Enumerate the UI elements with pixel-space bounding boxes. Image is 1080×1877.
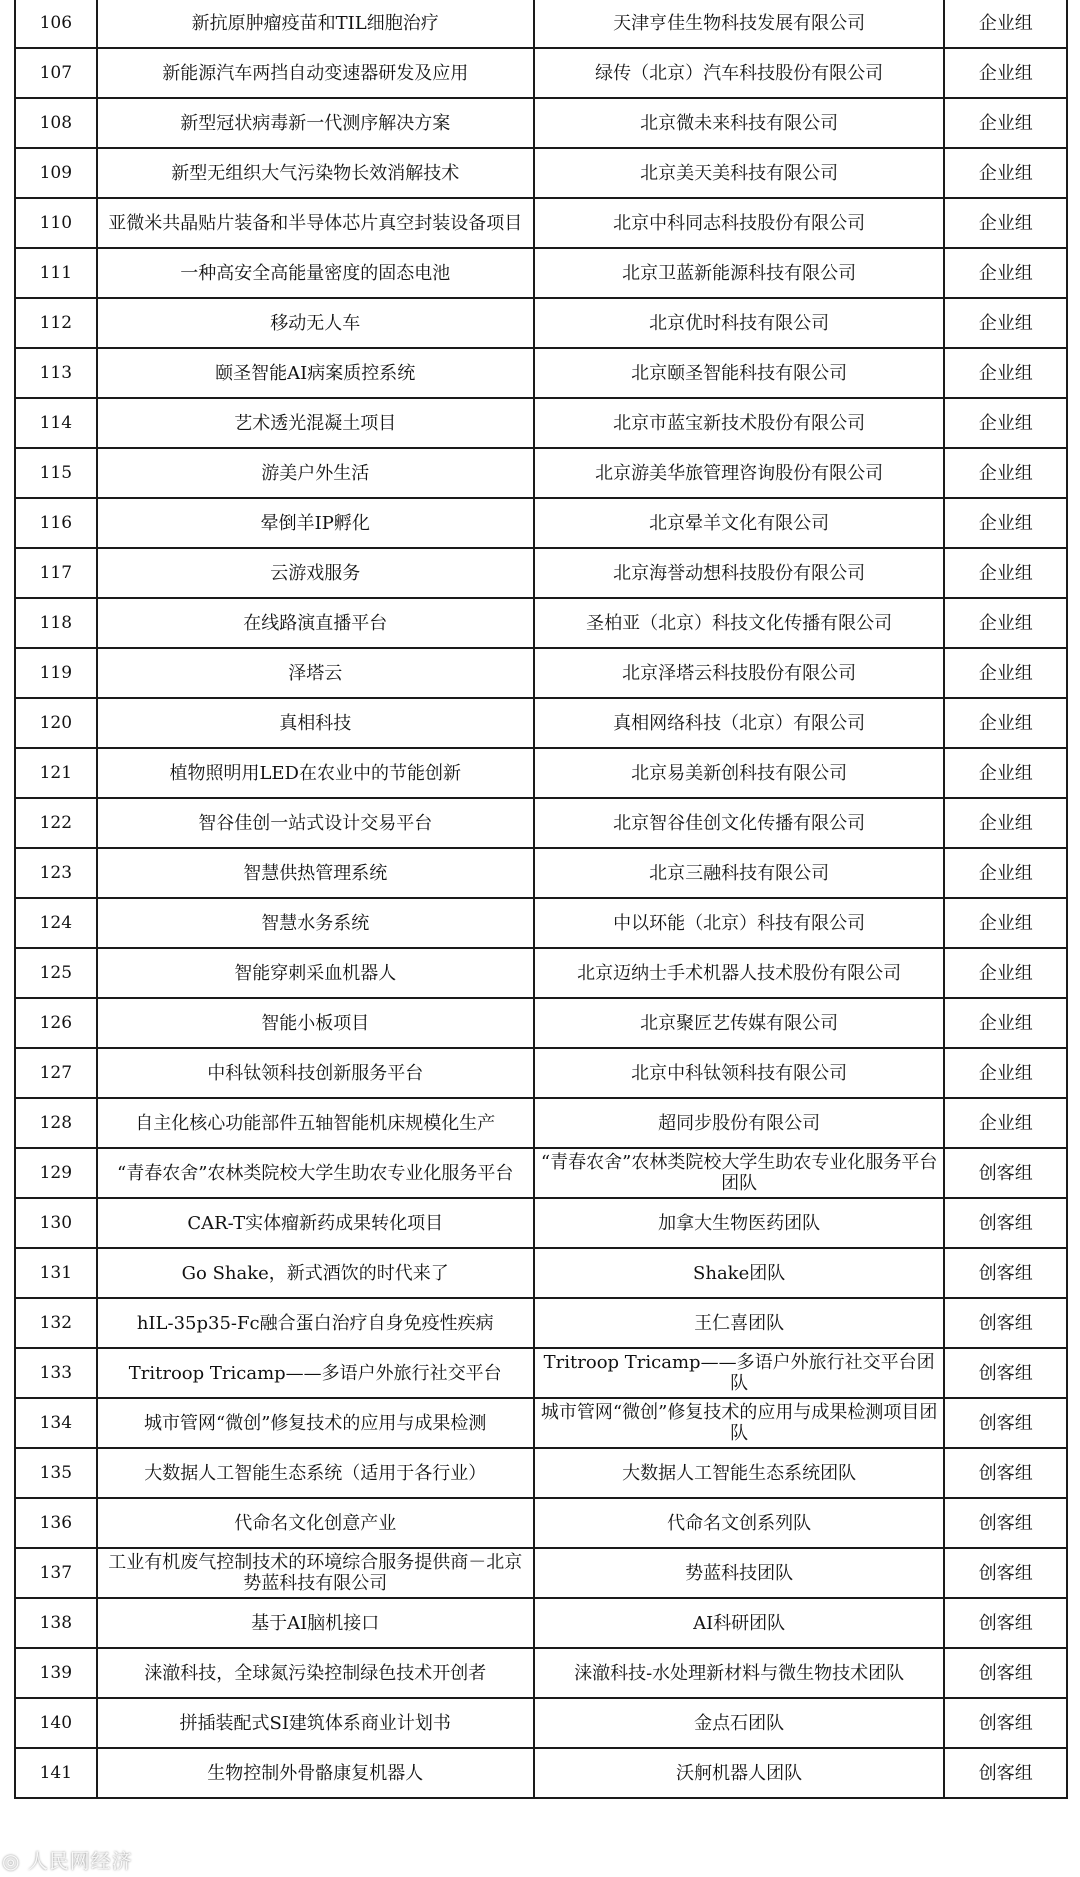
group-cell: 企业组: [944, 698, 1067, 748]
organization-cell: 势蓝科技团队: [534, 1548, 945, 1598]
organization-cell: 北京聚匠艺传媒有限公司: [534, 998, 945, 1048]
group-cell: 企业组: [944, 1098, 1067, 1148]
project-name-cell: 拼插装配式SI建筑体系商业计划书: [97, 1698, 534, 1748]
table-row: [15, 1698, 1067, 1748]
organization-cell: 天津亨佳生物科技发展有限公司: [534, 0, 945, 48]
organization-cell: 金点石团队: [534, 1698, 945, 1748]
project-name-cell: Tritroop Tricamp——多语户外旅行社交平台: [97, 1348, 534, 1398]
group-cell: 创客组: [944, 1298, 1067, 1348]
row-number-cell: 120: [15, 698, 97, 748]
project-name-cell: 一种高安全高能量密度的固态电池: [97, 248, 534, 298]
row-number-cell: 141: [15, 1748, 97, 1798]
row-number-cell: 109: [15, 148, 97, 198]
table-row: [15, 48, 1067, 98]
table-row: [15, 1298, 1067, 1348]
project-name-cell: CAR-T实体瘤新药成果转化项目: [97, 1198, 534, 1248]
organization-cell: 北京海誉动想科技股份有限公司: [534, 548, 945, 598]
table-row: [15, 98, 1067, 148]
group-cell: 企业组: [944, 648, 1067, 698]
project-name-cell: 基于AI脑机接口: [97, 1598, 534, 1648]
organization-cell: AI科研团队: [534, 1598, 945, 1648]
project-name-cell: 艺术透光混凝土项目: [97, 398, 534, 448]
table-row: [15, 948, 1067, 998]
table-row: [15, 1198, 1067, 1248]
table-row: [15, 1498, 1067, 1548]
table-row: [15, 798, 1067, 848]
row-number-cell: 135: [15, 1448, 97, 1498]
organization-cell: 圣柏亚（北京）科技文化传播有限公司: [534, 598, 945, 648]
group-cell: 企业组: [944, 0, 1067, 48]
group-cell: 企业组: [944, 798, 1067, 848]
row-number-cell: 126: [15, 998, 97, 1048]
project-name-cell: 涞澈科技，全球氮污染控制绿色技术开创者: [97, 1648, 534, 1698]
table-row: [15, 198, 1067, 248]
organization-cell: 北京优时科技有限公司: [534, 298, 945, 348]
row-number-cell: 107: [15, 48, 97, 98]
group-cell: 企业组: [944, 198, 1067, 248]
organization-cell: 北京迈纳士手术机器人技术股份有限公司: [534, 948, 945, 998]
table-body: [15, 0, 1067, 1798]
group-cell: 创客组: [944, 1398, 1067, 1448]
project-name-cell: 智慧水务系统: [97, 898, 534, 948]
row-number-cell: 114: [15, 398, 97, 448]
table-row: [15, 248, 1067, 298]
group-cell: 企业组: [944, 848, 1067, 898]
project-name-cell: 亚微米共晶贴片装备和半导体芯片真空封装设备项目: [97, 198, 534, 248]
project-name-cell: 生物控制外骨骼康复机器人: [97, 1748, 534, 1798]
row-number-cell: 133: [15, 1348, 97, 1398]
group-cell: 创客组: [944, 1148, 1067, 1198]
group-cell: 企业组: [944, 48, 1067, 98]
row-number-cell: 112: [15, 298, 97, 348]
row-number-cell: 118: [15, 598, 97, 648]
table-row: [15, 548, 1067, 598]
group-cell: 企业组: [944, 398, 1067, 448]
project-name-cell: 智能小板项目: [97, 998, 534, 1048]
watermark-logo: ◎ 人民网经济: [2, 1849, 133, 1873]
table-row: [15, 1548, 1067, 1598]
table-row: [15, 148, 1067, 198]
row-number-cell: 128: [15, 1098, 97, 1148]
table-row: [15, 998, 1067, 1048]
organization-cell: 加拿大生物医药团队: [534, 1198, 945, 1248]
project-name-cell: 智能穿刺采血机器人: [97, 948, 534, 998]
project-name-cell: 颐圣智能AI病案质控系统: [97, 348, 534, 398]
table-row: [15, 448, 1067, 498]
table-row: [15, 1448, 1067, 1498]
project-name-cell: hIL-35p35-Fc融合蛋白治疗自身免疫性疾病: [97, 1298, 534, 1348]
organization-cell: “青春农舍”农林类院校大学生助农专业化服务平台团队: [534, 1148, 945, 1198]
table-row: [15, 348, 1067, 398]
award-list-table: [14, 0, 1068, 1799]
group-cell: 创客组: [944, 1698, 1067, 1748]
table-row: [15, 698, 1067, 748]
group-cell: 企业组: [944, 898, 1067, 948]
group-cell: 创客组: [944, 1748, 1067, 1798]
project-name-cell: 新型冠状病毒新一代测序解决方案: [97, 98, 534, 148]
group-cell: 创客组: [944, 1598, 1067, 1648]
table-row: [15, 1248, 1067, 1298]
group-cell: 企业组: [944, 1048, 1067, 1098]
project-name-cell: 新能源汽车两挡自动变速器研发及应用: [97, 48, 534, 98]
row-number-cell: 119: [15, 648, 97, 698]
table-row: [15, 1748, 1067, 1798]
project-name-cell: 真相科技: [97, 698, 534, 748]
organization-cell: 北京颐圣智能科技有限公司: [534, 348, 945, 398]
project-name-cell: 云游戏服务: [97, 548, 534, 598]
organization-cell: Tritroop Tricamp——多语户外旅行社交平台团队: [534, 1348, 945, 1398]
row-number-cell: 129: [15, 1148, 97, 1198]
project-name-cell: 新型无组织大气污染物长效消解技术: [97, 148, 534, 198]
table-row: [15, 898, 1067, 948]
table-row: [15, 648, 1067, 698]
row-number-cell: 111: [15, 248, 97, 298]
project-name-cell: Go Shake，新式酒饮的时代来了: [97, 1248, 534, 1298]
table-row: [15, 1048, 1067, 1098]
group-cell: 创客组: [944, 1498, 1067, 1548]
project-name-cell: 移动无人车: [97, 298, 534, 348]
group-cell: 企业组: [944, 148, 1067, 198]
project-name-cell: 自主化核心功能部件五轴智能机床规模化生产: [97, 1098, 534, 1148]
project-name-cell: 晕倒羊IP孵化: [97, 498, 534, 548]
row-number-cell: 117: [15, 548, 97, 598]
organization-cell: 北京易美新创科技有限公司: [534, 748, 945, 798]
organization-cell: 城市管网“微创”修复技术的应用与成果检测项目团队: [534, 1398, 945, 1448]
group-cell: 创客组: [944, 1648, 1067, 1698]
row-number-cell: 115: [15, 448, 97, 498]
group-cell: 企业组: [944, 748, 1067, 798]
group-cell: 企业组: [944, 248, 1067, 298]
table-row: [15, 748, 1067, 798]
table-row: [15, 0, 1067, 48]
table-row: [15, 1648, 1067, 1698]
project-name-cell: 代命名文化创意产业: [97, 1498, 534, 1548]
table-row: [15, 498, 1067, 548]
organization-cell: 王仁喜团队: [534, 1298, 945, 1348]
organization-cell: 涞澈科技-水处理新材料与微生物技术团队: [534, 1648, 945, 1698]
project-name-cell: 城市管网“微创”修复技术的应用与成果检测: [97, 1398, 534, 1448]
organization-cell: 北京泽塔云科技股份有限公司: [534, 648, 945, 698]
project-name-cell: 智慧供热管理系统: [97, 848, 534, 898]
project-name-cell: 新抗原肿瘤疫苗和TIL细胞治疗: [97, 0, 534, 48]
row-number-cell: 108: [15, 98, 97, 148]
organization-cell: 超同步股份有限公司: [534, 1098, 945, 1148]
group-cell: 创客组: [944, 1548, 1067, 1598]
group-cell: 企业组: [944, 948, 1067, 998]
table-row: [15, 598, 1067, 648]
organization-cell: 北京美天美科技有限公司: [534, 148, 945, 198]
table-row: [15, 298, 1067, 348]
table-row: [15, 848, 1067, 898]
row-number-cell: 132: [15, 1298, 97, 1348]
row-number-cell: 138: [15, 1598, 97, 1648]
row-number-cell: 130: [15, 1198, 97, 1248]
organization-cell: 中以环能（北京）科技有限公司: [534, 898, 945, 948]
group-cell: 企业组: [944, 598, 1067, 648]
project-name-cell: 工业有机废气控制技术的环境综合服务提供商－北京势蓝科技有限公司: [97, 1548, 534, 1598]
organization-cell: 代命名文创系列队: [534, 1498, 945, 1548]
group-cell: 企业组: [944, 348, 1067, 398]
row-number-cell: 131: [15, 1248, 97, 1298]
table-row: [15, 398, 1067, 448]
group-cell: 企业组: [944, 998, 1067, 1048]
organization-cell: 北京中科同志科技股份有限公司: [534, 198, 945, 248]
row-number-cell: 139: [15, 1648, 97, 1698]
row-number-cell: 106: [15, 0, 97, 48]
organization-cell: 北京智谷佳创文化传播有限公司: [534, 798, 945, 848]
row-number-cell: 125: [15, 948, 97, 998]
project-name-cell: 植物照明用LED在农业中的节能创新: [97, 748, 534, 798]
project-name-cell: 在线路演直播平台: [97, 598, 534, 648]
row-number-cell: 127: [15, 1048, 97, 1098]
row-number-cell: 124: [15, 898, 97, 948]
project-name-cell: 中科钛领科技创新服务平台: [97, 1048, 534, 1098]
organization-cell: 北京晕羊文化有限公司: [534, 498, 945, 548]
row-number-cell: 121: [15, 748, 97, 798]
organization-cell: Shake团队: [534, 1248, 945, 1298]
table-row: [15, 1348, 1067, 1398]
organization-cell: 北京卫蓝新能源科技有限公司: [534, 248, 945, 298]
row-number-cell: 110: [15, 198, 97, 248]
organization-cell: 北京三融科技有限公司: [534, 848, 945, 898]
organization-cell: 北京微未来科技有限公司: [534, 98, 945, 148]
row-number-cell: 140: [15, 1698, 97, 1748]
table-row: [15, 1148, 1067, 1198]
group-cell: 创客组: [944, 1348, 1067, 1398]
table-row: [15, 1598, 1067, 1648]
group-cell: 企业组: [944, 498, 1067, 548]
group-cell: 创客组: [944, 1198, 1067, 1248]
project-name-cell: 大数据人工智能生态系统（适用于各行业）: [97, 1448, 534, 1498]
organization-cell: 真相网络科技（北京）有限公司: [534, 698, 945, 748]
group-cell: 企业组: [944, 298, 1067, 348]
organization-cell: 北京中科钛领科技有限公司: [534, 1048, 945, 1098]
row-number-cell: 134: [15, 1398, 97, 1448]
table-row: [15, 1398, 1067, 1448]
row-number-cell: 137: [15, 1548, 97, 1598]
organization-cell: 北京市蓝宝新技术股份有限公司: [534, 398, 945, 448]
project-name-cell: 游美户外生活: [97, 448, 534, 498]
group-cell: 企业组: [944, 98, 1067, 148]
organization-cell: 沃舸机器人团队: [534, 1748, 945, 1798]
group-cell: 创客组: [944, 1448, 1067, 1498]
organization-cell: 北京游美华旅管理咨询股份有限公司: [534, 448, 945, 498]
row-number-cell: 122: [15, 798, 97, 848]
project-name-cell: “青春农舍”农林类院校大学生助农专业化服务平台: [97, 1148, 534, 1198]
project-name-cell: 泽塔云: [97, 648, 534, 698]
table-row: [15, 1098, 1067, 1148]
organization-cell: 绿传（北京）汽车科技股份有限公司: [534, 48, 945, 98]
group-cell: 创客组: [944, 1248, 1067, 1298]
group-cell: 企业组: [944, 448, 1067, 498]
row-number-cell: 116: [15, 498, 97, 548]
row-number-cell: 123: [15, 848, 97, 898]
project-name-cell: 智谷佳创一站式设计交易平台: [97, 798, 534, 848]
group-cell: 企业组: [944, 548, 1067, 598]
row-number-cell: 113: [15, 348, 97, 398]
organization-cell: 大数据人工智能生态系统团队: [534, 1448, 945, 1498]
row-number-cell: 136: [15, 1498, 97, 1548]
